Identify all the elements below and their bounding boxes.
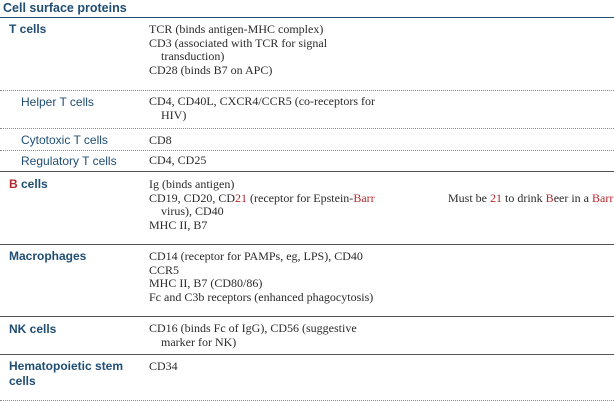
protein-line: transduction): [161, 49, 225, 64]
protein-text: CD19, CD20, CD: [149, 190, 236, 205]
protein-line: MHC II, B7 (CD80/86): [149, 276, 263, 291]
protein-line: marker for NK): [161, 334, 237, 349]
row-hematopoietic-stem-cells: [0, 355, 614, 401]
mnemonic-highlight: Barr: [592, 190, 614, 205]
highlight-21: 21: [235, 190, 248, 205]
t-cells-proteins: [149, 23, 439, 78]
mnemonic: [448, 192, 613, 206]
protein-line: CCR5: [149, 262, 180, 277]
row-nk-cells: [0, 317, 614, 355]
table-title: Cell surface proteins: [3, 1, 127, 15]
cytotoxic-t-cells-proteins: [149, 134, 439, 148]
hsc-proteins: [149, 360, 439, 374]
category-nk-cells: NK cells: [9, 322, 57, 336]
row-cytotoxic-t-cells: [0, 129, 614, 151]
protein-line: MHC II, B7: [149, 218, 208, 233]
protein-line: virus), CD40: [161, 204, 224, 219]
category-t-cells: T cells: [9, 22, 47, 36]
protein-line: HIV): [161, 107, 187, 122]
category-b-cells: [9, 177, 48, 192]
row-t-cells: [0, 19, 614, 91]
category-hematopoietic-stem-cells: [9, 359, 123, 389]
protein-line: CD28 (binds B7 on APC): [149, 63, 273, 78]
protein-line: Fc and C3b receptors (enhanced phagocytosis): [149, 290, 374, 305]
category-cytotoxic-t-cells: Cytotoxic T cells: [21, 133, 108, 147]
regulatory-t-cells-proteins: [149, 154, 439, 168]
helper-t-cells-proteins: [149, 95, 439, 122]
row-macrophages: [0, 245, 614, 317]
protein-line: CD4, CD40L, CXCR4/CCR5 (co-receptors for: [149, 94, 375, 108]
row-regulatory-t-cells: [0, 151, 614, 172]
mnemonic-text: to drink: [502, 190, 546, 205]
b-cells-proteins: [149, 178, 439, 233]
mnemonic-text: Must be: [448, 190, 490, 205]
category-regulatory-t-cells: Regulatory T cells: [21, 154, 117, 168]
mnemonic-text: eer in a: [553, 190, 592, 205]
highlight-barr: Barr: [353, 190, 375, 205]
b-cells-label-highlight: B: [9, 177, 18, 191]
row-b-cells: [0, 172, 614, 245]
row-helper-t-cells: [0, 91, 614, 129]
protein-line: CD3 (associated with TCR for signal: [149, 35, 328, 50]
mnemonic-highlight: 21: [490, 190, 502, 205]
protein-line: [149, 192, 439, 206]
category-label-line: Hematopoietic stem: [9, 359, 124, 373]
protein-line: CD8: [149, 133, 172, 147]
b-cells-label-rest: cells: [17, 177, 48, 191]
macrophages-proteins: [149, 250, 439, 305]
category-label-line: cells: [9, 374, 36, 388]
nk-cells-proteins: [149, 322, 439, 349]
protein-line: CD4, CD25: [149, 153, 207, 167]
table-header: [0, 0, 614, 18]
protein-line: TCR (binds antigen-MHC complex): [149, 22, 324, 36]
protein-line: CD16 (binds Fc of IgG), CD56 (suggestive: [149, 321, 357, 335]
protein-text: (receptor for Epstein-: [247, 190, 354, 205]
protein-line: Ig (binds antigen): [149, 177, 235, 191]
category-helper-t-cells: Helper T cells: [21, 95, 94, 109]
category-macrophages: Macrophages: [9, 249, 87, 263]
mnemonic-highlight: B: [545, 190, 554, 205]
protein-line: CD34: [149, 359, 178, 373]
protein-line: CD14 (receptor for PAMPs, eg, LPS), CD40: [149, 249, 363, 263]
